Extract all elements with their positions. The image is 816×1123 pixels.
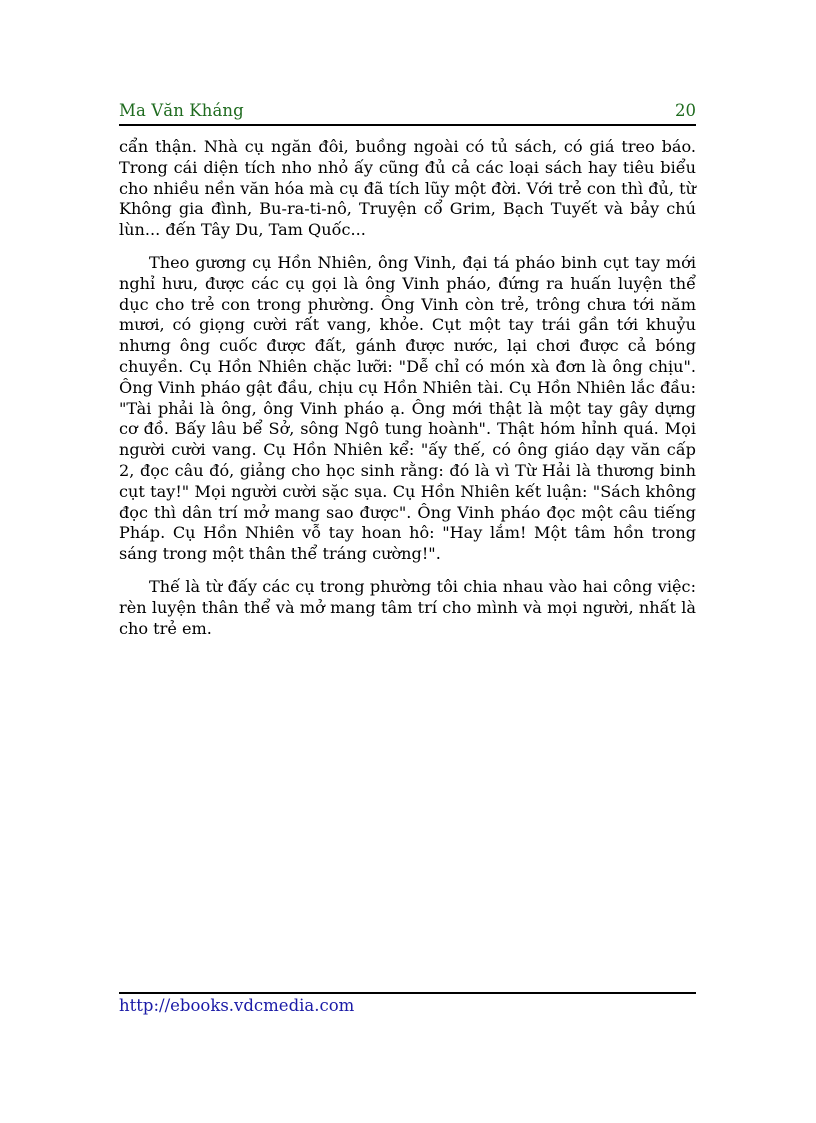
page-header [119, 100, 696, 126]
paragraph-2: Theo gương cụ Hồn Nhiên, ông Vinh, đại tá pháo binh cụt tay mới nghỉ hưu, được các cụ gọi là ông Vinh pháo, đứng ra huấn luyện thể dục cho trẻ con trong phường. Ông Vinh còn trẻ, trông chưa tới năm mươi, có giọng cười rất vang, khỏe. Cụt một tay trái gần tới khuỷu nhưng ông cuốc được đất, gánh được nước, lại chơi được cả bóng chuyền. Cụ Hồn Nhiên chặc lưỡi: "Dễ chỉ có món xà đơn là ông chịu". Ông Vinh pháo gật đầu, chịu cụ Hồn Nhiên tài. Cụ Hồn Nhiên lắc đầu: "Tài phải là ông, ông Vinh pháo ạ. Ông mới thật là một tay gây dựng cơ đồ. Bấy lâu bể Sở, sông Ngô tung hoành". Thật hóm hỉnh quá. Mọi người cười vang. Cụ Hồn Nhiên kể: "ấy thế, có ông giáo dạy văn cấp 2, đọc câu đó, giảng cho học sinh rằng: đó là vì Từ Hải là thương binh cụt tay!" Mọi người cười sặc sụa. Cụ Hồn Nhiên kết luận: "Sách không đọc thì dân trí mở mang sao được". Ông Vinh pháo đọc một câu tiếng Pháp. Cụ Hồn Nhiên vỗ tay hoan hô: "Hay lắm! Một tâm hồn trong sáng trong một thân thể tráng cường!". [119, 252, 696, 564]
paragraph-3: Thế là từ đấy các cụ trong phường tôi chia nhau vào hai công việc: rèn luyện thân thể và mở mang tâm trí cho mình và mọi người, nhất là cho trẻ em. [119, 576, 696, 638]
header-author: Ma Văn Kháng [119, 101, 244, 120]
page-footer [119, 992, 696, 1015]
footer-link[interactable]: http://ebooks.vdcmedia.com [119, 996, 355, 1015]
paragraph-1: cẩn thận. Nhà cụ ngăn đôi, buồng ngoài có tủ sách, có giá treo báo. Trong cái diện tích nho nhỏ ấy cũng đủ cả các loại sách hay tiêu biểu cho nhiều nền văn hóa mà cụ đã tích lũy một đời. Với trẻ con thì đủ, từ Không gia đình, Bu-ra-ti-nô, Truyện cổ Grim, Bạch Tuyết và bảy chú lùn... đến Tây Du, Tam Quốc... [119, 137, 696, 240]
page-number: 20 [675, 101, 696, 120]
page-body [119, 137, 696, 651]
